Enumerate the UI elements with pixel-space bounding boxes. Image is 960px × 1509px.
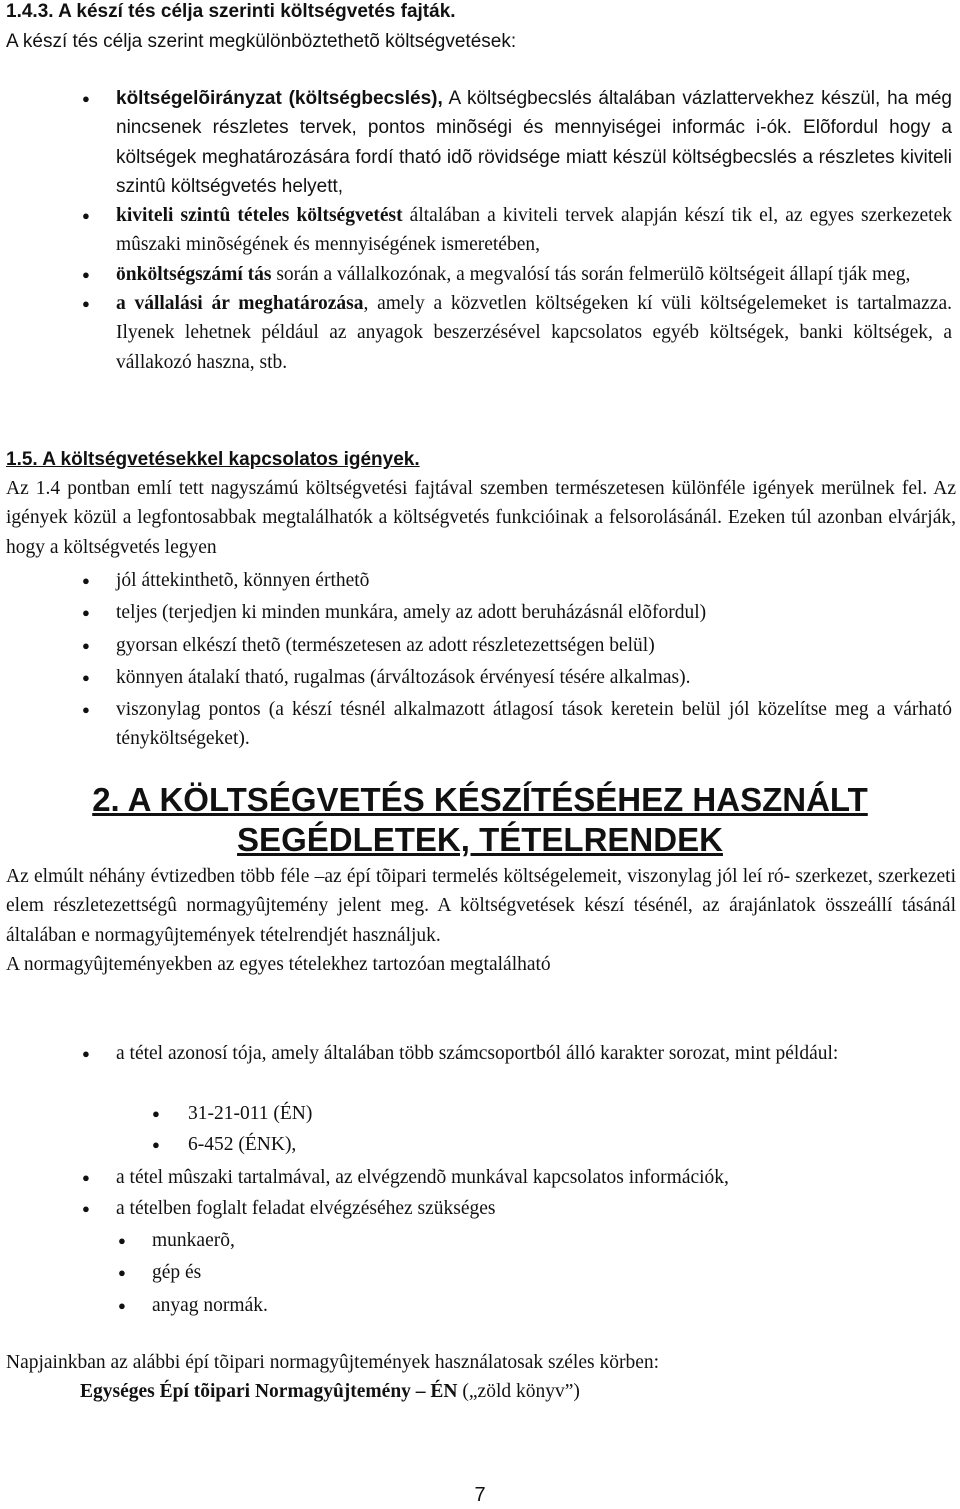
cost-estimate-types-list [0, 84, 952, 377]
section-heading: 1.5. A költségvetésekkel kapcsolatos igények. [6, 449, 420, 470]
chapter-paragraph: A normagyûjteményekben az egyes tételekhez tartozóan megtalálható [6, 953, 551, 975]
norm-contents-list [0, 1039, 950, 1068]
item-term: önköltségszámí tás [116, 263, 272, 285]
identifier-examples-list [0, 1099, 950, 1160]
list-item: ● viszonylag pontos (a készí tésnél alkalmazott átlagosí tások keretein belül jól közelítse meg a várható tényköltségeket). [0, 695, 952, 754]
item-term: a vállalási ár meghatározása [116, 293, 364, 315]
item-text: , amely a közvetlen költségeken kí vüli költségelemeket is tartalmazza. Ilyenek lehetnek például az anyagok beszerzésével kapcsolatos egyéb költségek, banki költségek, a vállakozó haszna, stb. [116, 293, 952, 373]
section-1-4-3 [6, 0, 956, 56]
sub-list-item: ● gép és [0, 1258, 950, 1287]
item-term: költségelõirányzat (költségbecslés), [116, 88, 443, 109]
chapter-2-footer-text [6, 1348, 956, 1407]
chapter-2-body [6, 862, 956, 979]
list-item: ● teljes (terjedjen ki minden munkára, amely az adott beruházásnál elõfordul) [0, 598, 952, 627]
section-paragraph: Az 1.4 pontban emlí tett nagyszámú költségvetési fajtával szemben természetesen különféle igények merülnek fel. Az igények közül a legfontosabbak megtalálhatók a költségvetés funkcióinak a felsorolásánál. Ezeken túl azonban elvárják, hogy a költségvetés legyen [6, 478, 956, 558]
section-1-5 [6, 448, 956, 562]
list-item: ● a tétel mûszaki tartalmával, az elvégzendõ munkával kapcsolatos információk, [0, 1163, 950, 1192]
item-text: A költségbecslés általában vázlattervekhez készül, ha még nincsenek részletes tervek, pontos minõségi és mennyiségei informác i-ók. Elõfordul hogy a költségek meghatározására fordí tható idõ rövidsége miatt készül költségbecslés a részletes kiviteli szintû költségvetés helyett, [116, 88, 952, 197]
norm-collection-name: Egységes Épí tõipari Normagyûjtemény – ÉN [80, 1381, 458, 1403]
section-heading: 1.4.3. A készí tés célja szerinti költségvetés fajták. [6, 1, 456, 22]
sub-list-item: ● 6-452 (ÉNK), [0, 1130, 950, 1159]
list-item: ● a tétel azonosí tója, amely általában több számcsoportból álló karakter sorozat, mint például: [0, 1039, 950, 1068]
item-term: kiviteli szintû tételes költségvetést [116, 205, 403, 227]
section-intro: A készí tés célja szerint megkülönböztethetõ költségvetések: [6, 31, 517, 52]
chapter-title-line-2: SEGÉDLETEK, TÉTELRENDEK [237, 821, 723, 858]
norm-collection-nickname: („zöld könyv”) [457, 1381, 580, 1403]
item-text: általában a kiviteli tervek alapján készí tik el, az egyes szerkezetek mûszaki minõségének és mennyiségének ismeretében, [116, 205, 952, 256]
list-item [0, 260, 952, 289]
chapter-paragraph: Az elmúlt néhány évtizedben több féle –az épí tõipari termelés költségelemeit, viszonylag jól leí ró- szerkezet, szerkezeti elem részletezettségû normagyûjtemény jelent meg. A költségvetések készí tésénél, az árajánlatok összeállí tásánál általában e normagyûjtemények tételrendjét használjuk. [6, 866, 956, 946]
list-item: ● jól áttekinthetõ, könnyen érthetõ [0, 566, 952, 595]
chapter-title-line-1: 2. A KÖLTSÉGVETÉS KÉSZÍTÉSÉHEZ HASZNÁLT [92, 781, 868, 818]
list-item [0, 289, 952, 377]
sub-list-item: ● anyag normák. [0, 1291, 950, 1320]
resource-norms-list [0, 1226, 950, 1320]
chapter-2-heading [0, 780, 960, 860]
list-item [0, 201, 952, 260]
list-item: ● gyorsan elkészí thetõ (természetesen az adott részletezettségen belül) [0, 631, 952, 660]
list-item [0, 84, 952, 201]
requirements-list [0, 566, 952, 754]
sub-list-item: ● munkaerõ, [0, 1226, 950, 1255]
norm-collection-line [6, 1377, 956, 1406]
norm-contents-list-cont [0, 1163, 950, 1224]
list-item: ● könnyen átalakí tható, rugalmas (árváltozások érvényesí tésére alkalmas). [0, 663, 952, 692]
chapter-paragraph: Napjainkban az alábbi épí tõipari normagyûjtemények használatosak széles körben: [6, 1352, 660, 1373]
page-number: 7 [474, 1484, 486, 1506]
sub-list-item: ● 31-21-011 (ÉN) [0, 1099, 950, 1128]
item-text: során a vállalkozónak, a megvalósí tás során felmerülõ költségeit állapí tják meg, [271, 263, 911, 285]
list-item: ● a tételben foglalt feladat elvégzéséhez szükséges [0, 1194, 950, 1223]
